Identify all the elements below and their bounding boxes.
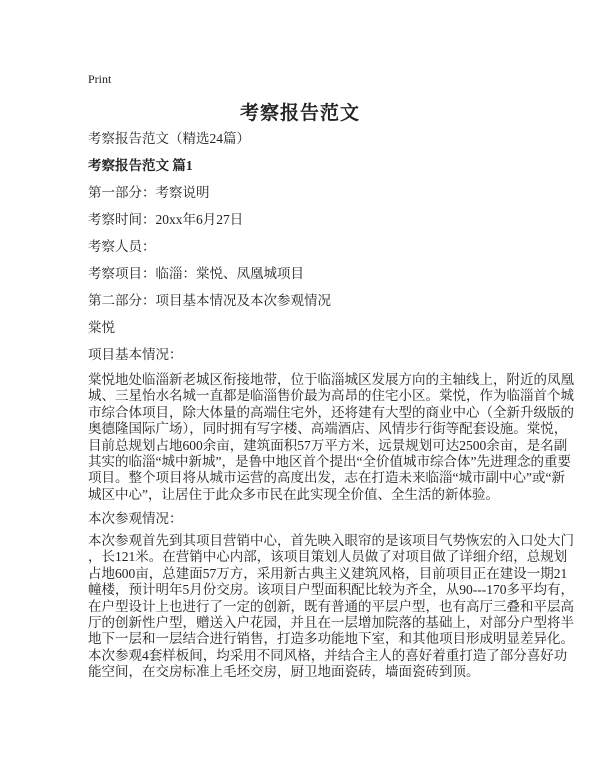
paragraph-line: 地下一层和一层结合进行销售，打造多功能地下室，和其他项目形成明显差异化。 (88, 631, 574, 647)
paragraph-basic-info (88, 372, 574, 503)
paragraph-line: 占地600亩，总建面57万方，采用新古典主义建筑风格，目前项目正在建设一期21 (88, 565, 568, 581)
paragraph-line: 项目。整个项目将从城市运营的高度出发，志在打造未来临淄“城市副中心”或“新 (88, 470, 565, 486)
paragraph-line: 幢楼，预计明年5月份交房。该项目户型面积配比较为齐全，从90---170多平均有， (88, 582, 574, 598)
paragraph-line: 市综合体项目，除大体量的高端住宅外，还将建有大型的商业中心（全新升级版的 (88, 404, 574, 420)
paragraph-line: 奥德隆国际广场），同时拥有写字楼、高端酒店、风情步行街等配套设施。棠悦， (88, 421, 568, 437)
line-part-two: 第二部分：项目基本情况及本次参观情况 (88, 293, 331, 308)
paragraph-line: 本次参观首先到其项目营销中心，首先映入眼帘的是该项目气势恢宏的入口处大门 (88, 533, 574, 548)
paragraph-line: 棠悦地处临淄新老城区衔接地带，位于临淄城区发展方向的主轴线上，附近的凤凰 (88, 372, 574, 387)
paragraph-line: ，长121米。在营销中心内部，该项目策划人员做了对项目做了详细介绍，总规划 (88, 549, 568, 565)
line-part-one: 第一部分：考察说明 (88, 185, 210, 200)
document-title: 考察报告范文 (239, 103, 360, 124)
paragraph-line: 在户型设计上也进行了一定的创新，既有普通的平层户型，也有高厅三叠和平层高 (88, 598, 574, 614)
paragraph-line: 本次参观4套样板间，均采用不同风格，并结合主人的喜好着重打造了部分喜好功 (88, 647, 568, 663)
paragraph-line: 厅的创新性户型，赠送入户花园，并且在一层增加院落的基础上，对部分户型将半 (88, 615, 574, 631)
print-link[interactable]: Print (88, 72, 112, 86)
line-project-name: 棠悦 (88, 320, 115, 335)
visit-heading: 本次参观情况： (88, 511, 183, 526)
paragraph-line: 城、三星怡水名城一直都是临淄售价最为高昂的住宅小区。棠悦，作为临淄首个城 (88, 388, 574, 404)
paragraph-line: 能空间，在交房标准上毛坯交房，厨卫地面瓷砖，墙面瓷砖到顶。 (88, 664, 480, 680)
paragraph-visit (88, 533, 574, 681)
line-visit-time: 考察时间：20xx年6月27日 (88, 212, 244, 227)
line-visit-project: 考察项目：临淄：棠悦、凤凰城项目 (88, 266, 304, 281)
paragraph-line: 目前总规划占地600余亩，建筑面积57万平方米，远景规划可达2500余亩，是名副 (88, 437, 568, 453)
line-visit-staff: 考察人员： (88, 239, 156, 254)
section-heading: 考察报告范文 篇1 (88, 158, 193, 173)
document-subtitle: 考察报告范文（精选24篇） (88, 131, 250, 146)
paragraph-line: 城区中心”，让居住于此众多市民在此实现全价值、全生活的新体验。 (88, 486, 499, 502)
line-basic-info-heading: 项目基本情况： (88, 347, 183, 362)
paragraph-line: 其实的临淄“城中新城”，是鲁中地区首个提出“全价值城市综合体”先进理念的重要 (88, 454, 571, 470)
